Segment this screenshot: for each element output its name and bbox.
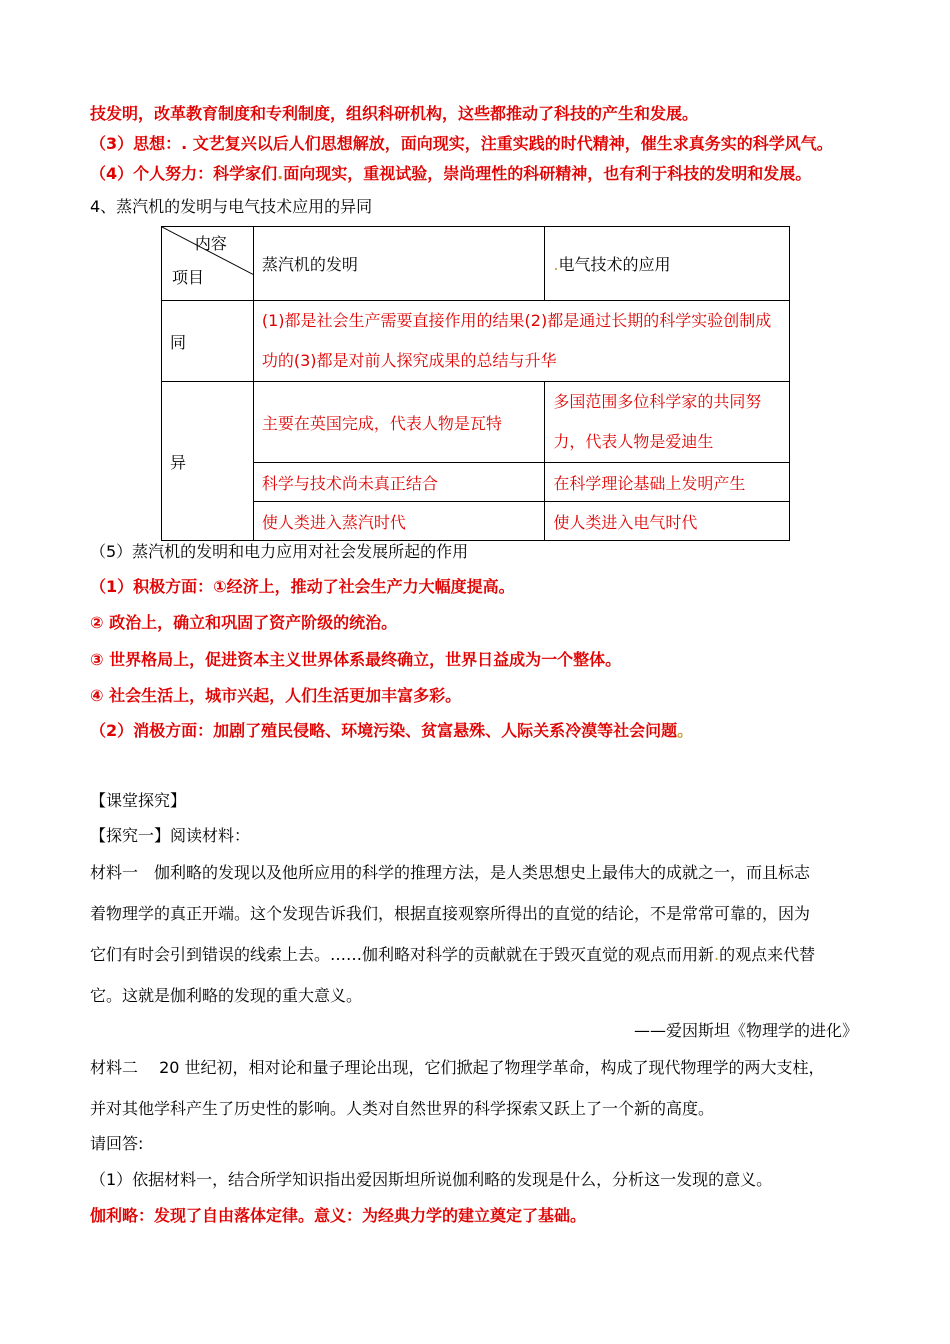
diff-label: 异 — [162, 382, 254, 541]
material-2-line-2: 并对其他学科产生了历史性的影响。人类对自然世界的科学探索又跃上了一个新的高度。 — [90, 1099, 715, 1118]
header-col2-label: 电气技术的应用 — [558, 255, 671, 274]
material-1-line-3a: 它们有时会引到错误的线索上去。……伽利略对科学的贡献就在于毁灭直觉的观点而用新 — [90, 945, 715, 964]
answer-1: 伽利略：发现了自由落体定律。意义：为经典力学的建立奠定了基础。 — [90, 1206, 587, 1225]
diff-cell: 科学与技术尚未真正结合 — [253, 463, 545, 502]
effects-negative — [90, 720, 693, 742]
ask-label: 请回答: — [90, 1134, 144, 1153]
table-row-same — [162, 301, 790, 382]
header-item-label: 项目 — [172, 268, 205, 287]
line-personal-b: 面向现实，重视试验，崇尚理性的科研精神，也有利于科技的发明和发展。 — [283, 164, 812, 183]
heading-4: 4、蒸汽机的发明与电气技术应用的异同 — [90, 197, 373, 216]
material-1-source: ——爱因斯坦《物理学的进化》 — [633, 1021, 858, 1040]
diff-cell: 使人类进入蒸汽时代 — [253, 502, 545, 541]
same-text: (1)都是社会生产需要直接作用的结果(2)都是通过长期的科学实验创制成功的(3)都是对前人探究成果的总结与升华 — [253, 301, 789, 382]
header-content-label: 内容 — [194, 234, 227, 253]
material-1-line-4: 它。这就是伽利略的发现的重大意义。 — [90, 986, 363, 1005]
diff-cell: 在科学理论基础上发明产生 — [545, 463, 790, 502]
section-explore: 【课堂探究】 — [90, 791, 187, 810]
material-1-line-1: 材料一 伽利略的发现以及他所应用的科学的推理方法，是人类思想史上最伟大的成就之一，而且标志 — [90, 863, 811, 882]
effects-heading: （5）蒸汽机的发明和电力应用对社会发展所起的作用 — [90, 542, 469, 561]
same-label: 同 — [162, 301, 254, 382]
effects-negative-end: 。 — [677, 721, 694, 740]
material-1-line-3 — [90, 944, 815, 966]
table-row — [162, 502, 790, 541]
diff-cell: 多国范围多位科学家的共同努力，代表人物是爱迪生 — [545, 382, 790, 463]
decorative-dot: . — [277, 164, 284, 183]
decorative-dot: . — [553, 255, 559, 274]
line-tech: 技发明，改革教育制度和专利制度，组织科研机构，这些都推动了科技的产生和发展。 — [90, 104, 699, 123]
effects-positive: （1）积极方面：①经济上，推动了社会生产力大幅度提高。 — [90, 577, 515, 596]
effects-negative-text: （2）消极方面：加剧了殖民侵略、环境污染、贫富悬殊、人际关系冷漠等社会问题 — [90, 721, 678, 740]
header-col1: 蒸汽机的发明 — [253, 227, 545, 301]
diff-cell: 使人类进入电气时代 — [545, 502, 790, 541]
material-2-line-1: 材料二 20 世纪初，相对论和量子理论出现，它们掀起了物理学革命，构成了现代物理学的两大支柱， — [90, 1058, 825, 1077]
effects-social: ④ 社会生活上，城市兴起，人们生活更加丰富多彩。 — [90, 686, 462, 705]
decorative-dot: . — [714, 945, 720, 964]
diff-cell: 主要在英国完成，代表人物是瓦特 — [253, 382, 545, 463]
table-corner-cell — [162, 227, 254, 301]
material-1-line-3b: 的观点来代替 — [719, 945, 816, 964]
effects-political: ② 政治上，确立和巩固了资产阶级的统治。 — [90, 613, 398, 632]
comparison-table — [161, 226, 790, 541]
line-personal — [90, 163, 811, 185]
line-personal-a: （4）个人努力：科学家们 — [90, 164, 278, 183]
material-1-line-2: 着物理学的真正开端。这个发现告诉我们，根据直接观察所得出的直觉的结论，不是常常可靠的，因为 — [90, 904, 811, 923]
table-row — [162, 382, 790, 463]
effects-world: ③ 世界格局上，促进资本主义世界体系最终确立，世界日益成为一个整体。 — [90, 650, 622, 669]
table-header-row — [162, 227, 790, 301]
line-thought: （3）思想：. 文艺复兴以后人们思想解放，面向现实，注重实践的时代精神，催生求真务实的科学风气。 — [90, 134, 833, 153]
table-row — [162, 463, 790, 502]
header-col2 — [545, 227, 790, 301]
explore-title: 【探究一】阅读材料： — [90, 826, 251, 845]
question-1: （1）依据材料一，结合所学知识指出爱因斯坦所说伽利略的发现是什么，分析这一发现的意义。 — [90, 1170, 773, 1189]
